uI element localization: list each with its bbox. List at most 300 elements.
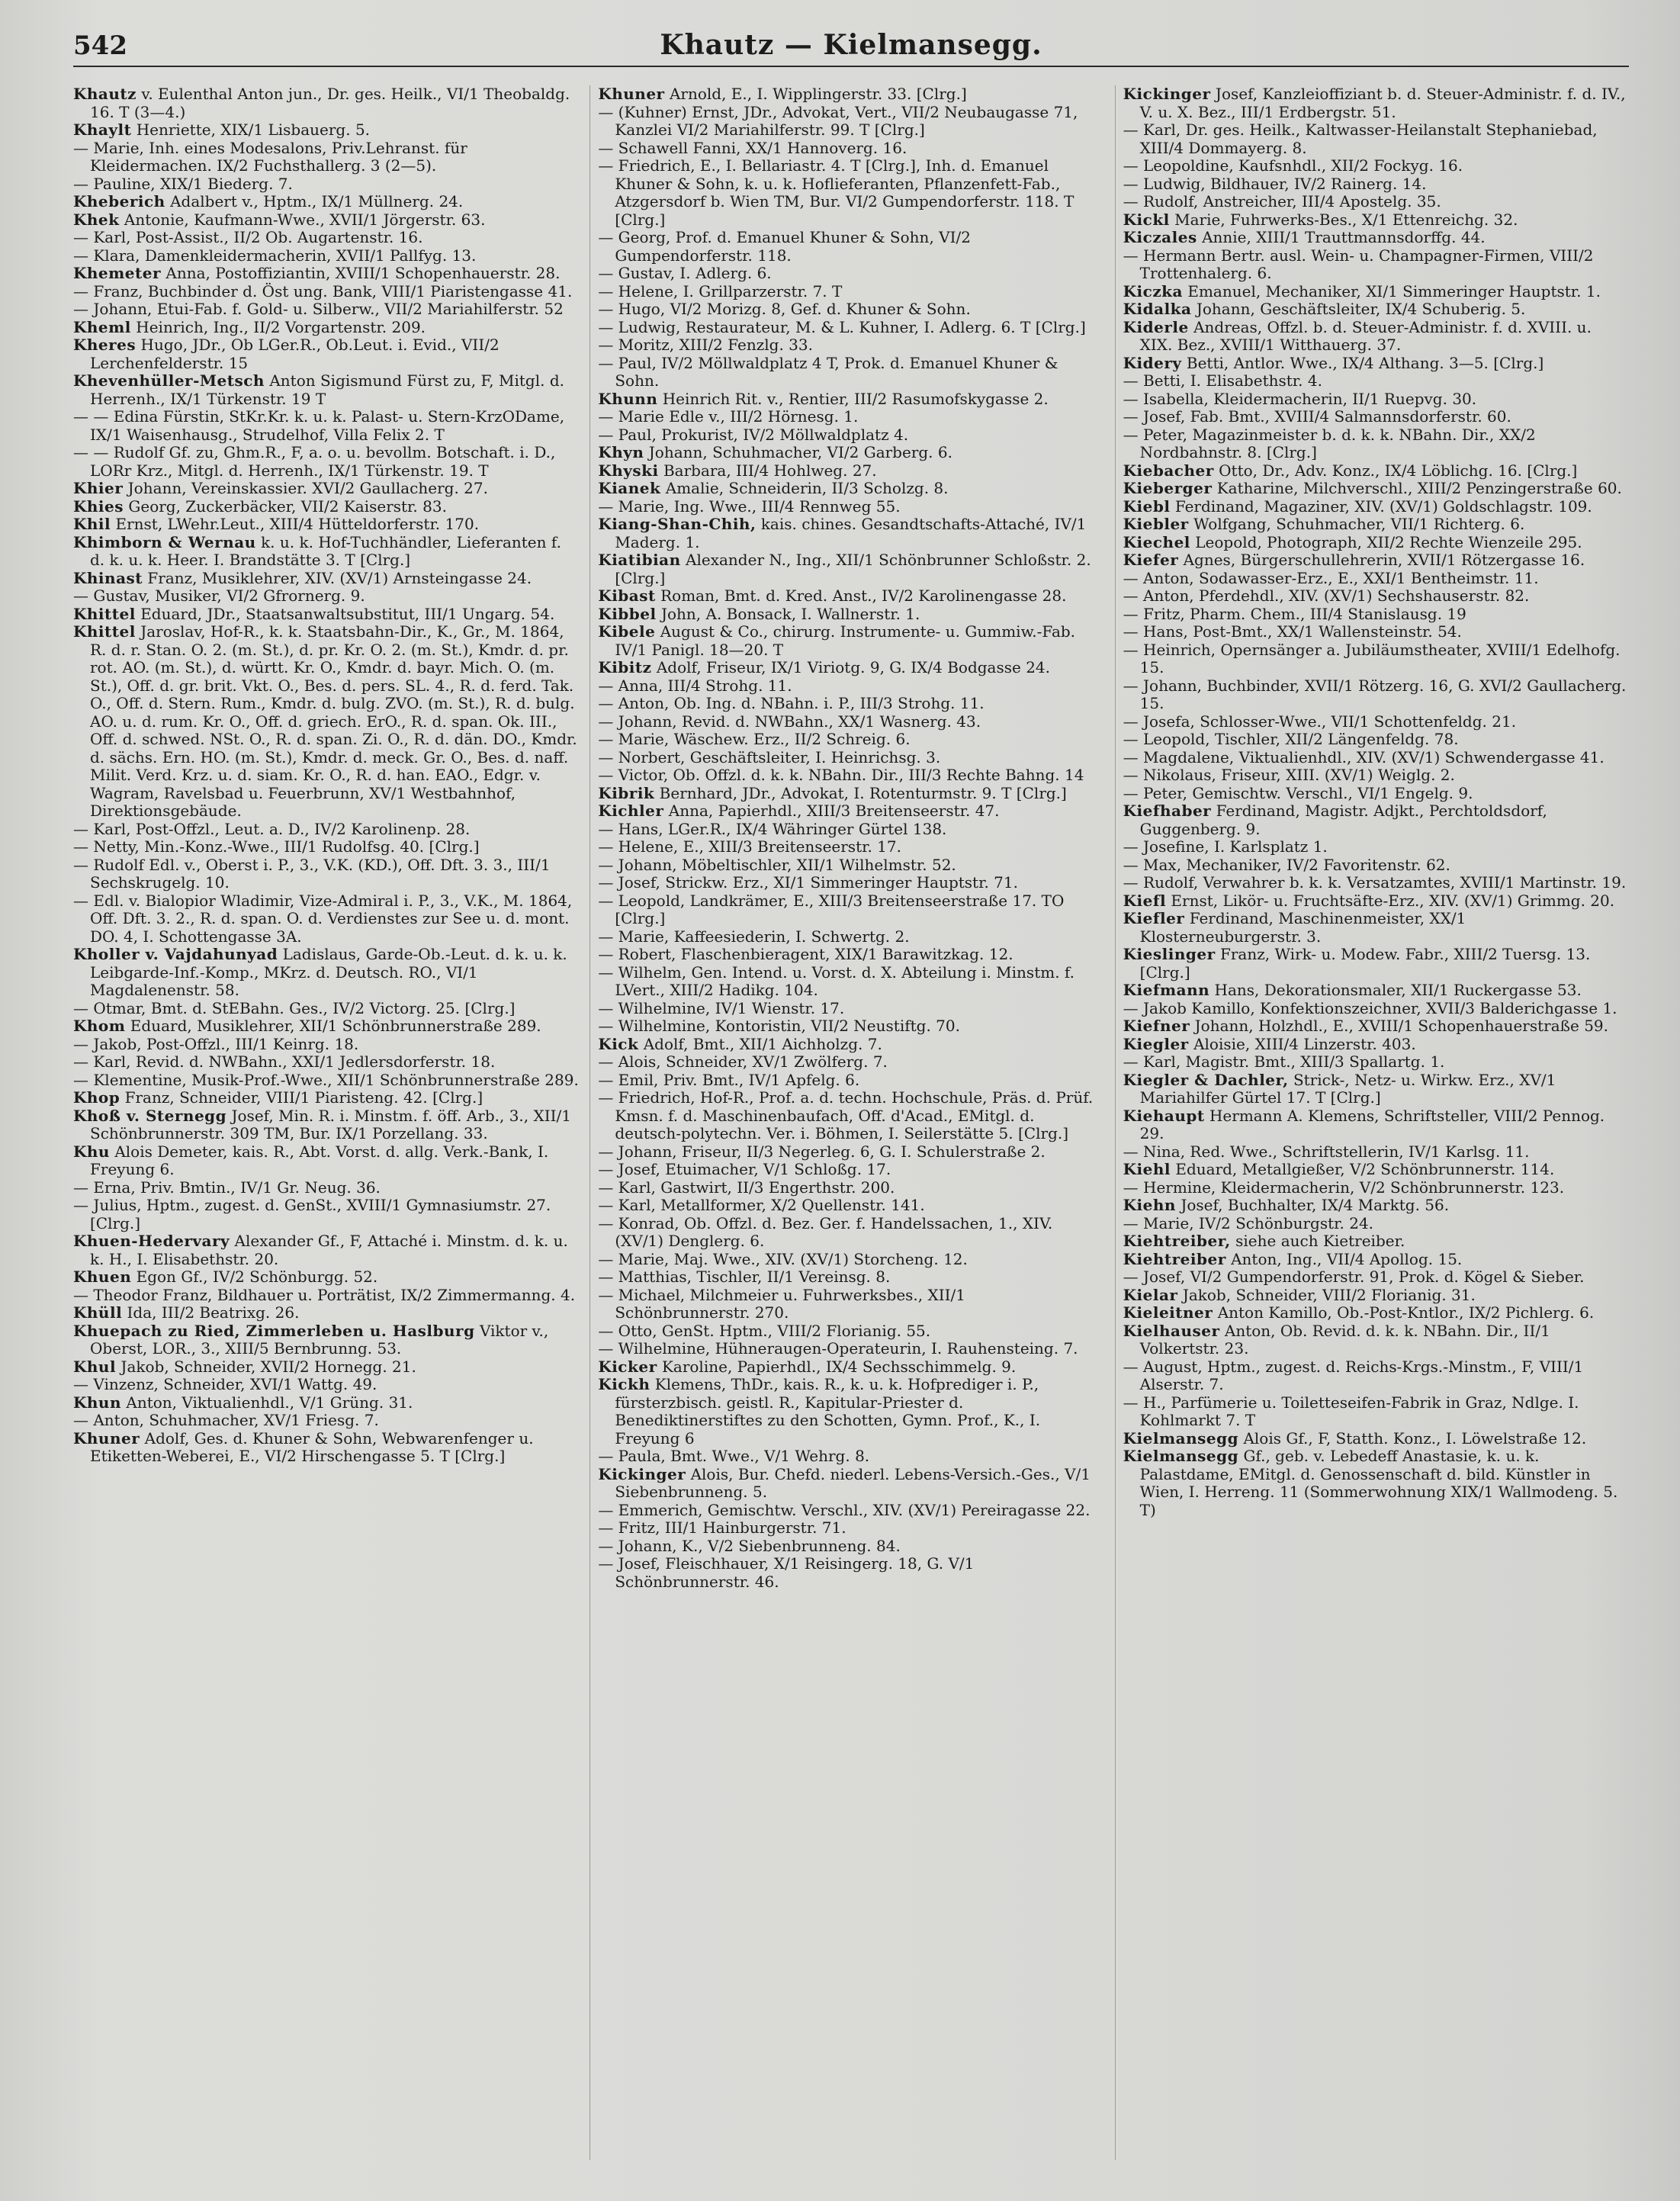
entry-details: Johann, Schuhmacher, VI/2 Garberg. 6.: [648, 443, 952, 461]
directory-entry: [1123, 319, 1629, 355]
entry-details: Karoline, Papierhdl., IX/4 Sechsschimmelg. 9.: [661, 1357, 1017, 1376]
entry-details: — Nina, Red. Wwe., Schriftstellerin, IV/1 Karlsg. 11.: [1123, 1142, 1530, 1161]
entry-surname: Kielhauser: [1123, 1321, 1220, 1340]
entry-details: — Julius, Hptm., zugest. d. GenSt., XVIII/1 Gymnasiumstr. 27. [Clrg.]: [73, 1196, 551, 1232]
entry-details: Jakob, Schneider, VIII/2 Florianig. 31.: [1182, 1285, 1476, 1304]
entry-details: — Matthias, Tischler, II/1 Vereinsg. 8.: [598, 1268, 891, 1286]
directory-entry: [1123, 731, 1629, 749]
directory-entry: [598, 623, 1103, 659]
entry-details: — Marie, Wäschew. Erz., II/2 Schreig. 6.: [598, 730, 911, 748]
page-header: [73, 29, 1629, 67]
directory-entry: [598, 283, 1103, 301]
directory-entry: [598, 444, 1103, 462]
entry-surname: Kiehtreiber: [1123, 1249, 1226, 1268]
directory-entry: [73, 336, 579, 372]
entry-details: — Karl, Dr. ges. Heilk., Kaltwasser-Heilanstalt Stephaniebad, XIII/4 Dommayerg. 8.: [1123, 120, 1598, 157]
entry-details: — Anton, Schuhmacher, XV/1 Friesg. 7.: [73, 1411, 379, 1429]
directory-entry: [598, 1036, 1103, 1054]
entry-details: — Edl. v. Bialopior Wladimir, Vize-Admiral i. P., 3., V.K., M. 1864, Off. Dft. 3. 2., R. d. span. O. d. Verdienstes zur See u. d. mont. DO. 4, I. Schottengasse 3A.: [73, 891, 573, 946]
entry-surname: Khittel: [73, 622, 136, 641]
entry-surname: Kheres: [73, 336, 137, 354]
directory-entry: [1123, 1394, 1629, 1430]
entry-details: Jaroslav, Hof-R., k. k. Staatsbahn-Dir., K., Gr., M. 1864, R. d. r. Stan. O. 2. (m. St.), d. pr. Kr. O. 2. (m. St.), Kmdr. d. pr. rot. AO. (m. St.), d. württ. Kr. O., Kmdr. d. bayr. Mich. O. (m. St.), Off. d. gr. brit. Vkt. O., Bes. d. pers. SL. 4., R. d. ferd. Tak. O., Off. d. Stern. Rum., Kmdr. d. bulg. ZVO. (m. St.), R. d. bulg. AO. u. d. rum. Kr. O., Off. d. griech. ErO., R. d. span. Ok. III., Off. d. schwed. NSt. O., R. d. span. Zi. O., R. d. dän. DO., Kmdr. d. sächs. Ern. HO. (m. St.), Kmdr. d. meck. Gr. O., Bes. d. naff. Milit. Verd. Krz. u. d. siam. Kr. O., R. d. han. EAO., Edgr. v. Wagram, Ravelsbad u. Feuerbrunn, XV/1 Westbahnhof, Direktionsgebäude.: [90, 622, 577, 820]
directory-entry: [1123, 372, 1629, 390]
entry-surname: Kickinger: [1123, 85, 1211, 103]
directory-entry: [73, 1322, 579, 1358]
directory-entry: [598, 1143, 1103, 1162]
directory-entry: [1123, 892, 1629, 911]
entry-surname: Kiebl: [1123, 496, 1171, 516]
entry-details: — Ludwig, Restaurateur, M. & L. Kuhner, I. Adlerg. 6. T [Clrg.]: [598, 317, 1086, 336]
entry-details: — Anna, III/4 Strohg. 11.: [598, 676, 792, 695]
column-left: [73, 85, 579, 2160]
entry-details: Hermann A. Klemens, Schriftsteller, VIII/2 Pennog. 29.: [1139, 1106, 1605, 1142]
entry-details: — Paula, Bmt. Wwe., V/1 Wehrg. 8.: [598, 1447, 870, 1465]
entry-surname: Khier: [73, 479, 124, 497]
entry-surname: Kiefler: [1123, 909, 1185, 927]
entry-surname: Kiang-Shan-Chih,: [598, 515, 756, 533]
directory-entry: [1123, 641, 1629, 677]
entry-surname: Kiatibian: [598, 551, 681, 569]
directory-entry: [73, 892, 579, 946]
entry-surname: Kiebacher: [1123, 461, 1214, 480]
directory-entry: [1123, 426, 1629, 462]
entry-details: Franz, Schneider, VIII/1 Piaristeng. 42. [Clrg.]: [124, 1088, 483, 1107]
entry-details: Klemens, ThDr., kais. R., k. u. k. Hofprediger i. P., fürsterzbisch. geistl. R., Kapitular-Priester d. Benediktinerstiftes zu den Schotten, Gymn. Prof., K., I. Freyung 6: [615, 1375, 1041, 1448]
entry-details: — Victor, Ob. Offzl. d. k. k. NBahn. Dir., III/3 Rechte Bahng. 14: [598, 766, 1084, 784]
entry-details: — Michael, Milchmeier u. Fuhrwerksbes., XII/1 Schönbrunnerstr. 270.: [598, 1285, 965, 1322]
entry-details: — Nikolaus, Friseur, XIII. (XV/1) Weiglg. 2.: [1123, 766, 1455, 784]
entry-details: Heinrich Rit. v., Rentier, III/2 Rasumofskygasse 2.: [662, 389, 1049, 408]
directory-entry: [73, 498, 579, 516]
directory-entry: [73, 140, 579, 175]
entry-details: — Heinrich, Opernsänger a. Jubiläumstheater, XVIII/1 Edelhofg. 15.: [1123, 640, 1621, 676]
directory-entry: [1123, 1072, 1629, 1107]
entry-surname: Kiefmann: [1123, 981, 1210, 999]
entry-details: — Schawell Fanni, XX/1 Hannoverg. 16.: [598, 138, 907, 157]
entry-surname: Kholler v. Vajdahunyad: [73, 945, 278, 963]
entry-details: Hugo, JDr., Ob LGer.R., Ob.Leut. i. Evid., VII/2 Lerchenfelderstr. 15: [90, 336, 500, 372]
directory-entry: [73, 606, 579, 624]
entry-details: — Isabella, Kleidermacherin, II/1 Ruepvg. 30.: [1123, 389, 1477, 408]
entry-details: — Otmar, Bmt. d. StEBahn. Ges., IV/2 Victorg. 25. [Clrg.]: [73, 998, 516, 1017]
directory-entry: [73, 265, 579, 283]
entry-details: — Helene, E., XIII/3 Breitenseerstr. 17.: [598, 837, 901, 856]
entry-surname: Khittel: [73, 604, 136, 623]
directory-entry: [598, 821, 1103, 839]
entry-surname: Kiefer: [1123, 551, 1179, 569]
entry-details: — Betti, I. Elisabethstr. 4.: [1123, 371, 1322, 390]
directory-entry: [73, 283, 579, 301]
entry-details: — Leopold, Tischler, XII/2 Längenfeldg. 78.: [1123, 730, 1459, 748]
directory-entry: [598, 766, 1103, 785]
entry-details: — Karl, Revid. d. NWBahn., XXI/1 Jedlersdorferstr. 18.: [73, 1052, 496, 1071]
entry-details: — — Edina Fürstin, StKr.Kr. k. u. k. Palast- u. Stern-KrzODame, IX/1 Waisenhausg., Strudelhof, Villa Felix 2. T: [73, 407, 565, 444]
entry-details: Gf., geb. v. Lebedeff Anastasie, k. u. k. Palastdame, EMitgl. d. Genossenschaft d. bild. Künstler in Wien, I. Herreng. 11 (Sommerwohnung XIX/1 Wallmodeng. 5. T): [1139, 1447, 1618, 1519]
entry-details: — Klementine, Musik-Prof.-Wwe., XII/1 Schönbrunnerstraße 289.: [73, 1070, 579, 1089]
entry-details: Emanuel, Mechaniker, XI/1 Simmeringer Hauptstr. 1.: [1187, 281, 1601, 300]
directory-entry: [73, 480, 579, 498]
directory-entry: [1123, 587, 1629, 606]
directory-entry: [73, 121, 579, 140]
entry-details: Hans, Dekorationsmaler, XII/1 Ruckergasse 53.: [1214, 981, 1582, 999]
directory-entry: [73, 408, 579, 444]
entry-details: — Johann, K., V/2 Siebenbrunneng. 84.: [598, 1536, 901, 1555]
entry-surname: Kheml: [73, 317, 131, 336]
directory-entry: [1123, 570, 1629, 588]
directory-entry: [1123, 551, 1629, 570]
directory-entry: [598, 856, 1103, 875]
directory-entry: [598, 426, 1103, 445]
entry-details: Adolf, Ges. d. Khuner & Sohn, Webwarenfenger u. Etiketten-Weberei, E., VI/2 Hirschengasse 5. T [Clrg.]: [90, 1428, 534, 1465]
entry-surname: Kiebler: [1123, 515, 1189, 533]
entry-surname: Khop: [73, 1088, 120, 1107]
entry-details: — Konrad, Ob. Offzl. d. Bez. Ger. f. Handelssachen, 1., XIV. (XV/1) Denglerg. 6.: [598, 1213, 1053, 1250]
entry-details: — Leopoldine, Kaufsnhdl., XII/2 Fockyg. 16.: [1123, 156, 1463, 175]
directory-entry: [598, 1287, 1103, 1322]
directory-entry: [598, 1017, 1103, 1036]
entry-details: — Johann, Etui-Fab. f. Gold- u. Silberw., VII/2 Mariahilferstr. 52: [73, 300, 564, 318]
entry-details: — Max, Mechaniker, IV/2 Favoritenstr. 62.: [1123, 855, 1450, 874]
directory-entry: [1123, 1053, 1629, 1072]
entry-details: Egon Gf., IV/2 Schönburgg. 52.: [136, 1268, 378, 1286]
directory-entry: [73, 1197, 579, 1232]
entry-surname: Kiderle: [1123, 317, 1189, 336]
entry-details: — Robert, Flaschenbieragent, XIX/1 Barawitzkag. 12.: [598, 945, 1013, 963]
entry-surname: Khunn: [598, 389, 658, 408]
entry-details: Ida, III/2 Beatrixg. 26.: [127, 1303, 300, 1322]
entry-surname: Kieleitner: [1123, 1303, 1213, 1322]
entry-details: — Emil, Priv. Bmt., IV/1 Apfelg. 6.: [598, 1070, 860, 1089]
entry-details: Johann, Holzhdl., E., XVIII/1 Schopenhauerstraße 59.: [1194, 1017, 1608, 1035]
entry-surname: Kick: [598, 1034, 639, 1053]
directory-entry: [598, 606, 1103, 624]
entry-details: — Friedrich, E., I. Bellariastr. 4. T [Clrg.], Inh. d. Emanuel Khuner & Sohn, k. u. k. Hoflieferanten, Pflanzenfett-Fab., Atzgersdorf b. Wien TM, Bur. VI/2 Gumpendorferstr. 118. T [Clrg.]: [598, 156, 1074, 229]
entry-details: — Wilhelmine, IV/1 Wienstr. 17.: [598, 998, 845, 1017]
entry-details: v. Eulenthal Anton jun., Dr. ges. Heilk., VI/1 Theobaldg. 16. T (3—4.): [90, 85, 570, 121]
entry-surname: Khek: [73, 210, 120, 229]
entry-surname: Kiehn: [1123, 1196, 1176, 1214]
directory-entry: [598, 1000, 1103, 1018]
directory-entry: [1123, 1000, 1629, 1018]
entry-details: — Josef, Strickw. Erz., XI/1 Simmeringer Hauptstr. 71.: [598, 873, 1018, 892]
directory-entry: [1123, 390, 1629, 409]
entry-details: Marie, Fuhrwerks-Bes., X/1 Ettenreichg. 32.: [1174, 210, 1518, 229]
directory-entry: [1123, 229, 1629, 247]
entry-surname: Khinast: [73, 568, 143, 587]
entry-details: — Franz, Buchbinder d. Öst ung. Bank, VIII/1 Piaristengasse 41.: [73, 281, 573, 300]
entry-details: Roman, Bmt. d. Kred. Anst., IV/2 Karolinengasse 28.: [660, 586, 1067, 605]
entry-surname: Khemeter: [73, 264, 162, 282]
directory-entry: [73, 211, 579, 230]
directory-entry: [598, 1089, 1103, 1143]
directory-entry: [1123, 283, 1629, 301]
directory-entry: [598, 1053, 1103, 1072]
entry-details: Ernst, Likör- u. Fruchtsäfte-Erz., XIV. (XV/1) Grimmg. 20.: [1171, 891, 1615, 910]
entry-surname: Kidalka: [1123, 300, 1192, 318]
entry-details: — Karl, Post-Assist., II/2 Ob. Augartenstr. 16.: [73, 228, 423, 246]
entry-details: — Emmerich, Gemischtw. Verschl., XIV. (XV/1) Pereiragasse 22.: [598, 1500, 1091, 1519]
entry-surname: Kielar: [1123, 1285, 1178, 1304]
directory-entry: [73, 946, 579, 1000]
entry-surname: Khyn: [598, 443, 644, 461]
entry-surname: Kibast: [598, 586, 656, 605]
entry-details: — Johann, Friseur, II/3 Negerleg. 6, G. I. Schulerstraße 2.: [598, 1142, 1046, 1161]
directory-entry: [1123, 766, 1629, 785]
entry-details: Viktor v., Oberst, LOR., 3., XIII/5 Bernbrunng. 53.: [90, 1321, 549, 1358]
directory-entry: [598, 516, 1103, 551]
column-right: [1115, 85, 1629, 2160]
directory-entry: [73, 1304, 579, 1322]
entry-surname: Khautz: [73, 85, 137, 103]
entry-details: Ferdinand, Magaziner, XIV. (XV/1) Goldschlagstr. 109.: [1174, 496, 1592, 516]
directory-entry: [598, 1358, 1103, 1377]
directory-entry: [1123, 606, 1629, 624]
entry-surname: Khuner: [598, 85, 665, 103]
entry-details: — H., Parfümerie u. Toiletteseifen-Fabrik in Graz, Ndlge. I. Kohlmarkt 7. T: [1123, 1393, 1579, 1429]
entry-details: — Norbert, Geschäftsleiter, I. Heinrichsg. 3.: [598, 747, 941, 766]
directory-entry: [598, 785, 1103, 803]
directory-entry: [73, 1376, 579, 1394]
directory-entry: [598, 1179, 1103, 1197]
entry-details: — Alois, Schneider, XV/1 Zwölferg. 7.: [598, 1052, 888, 1071]
entry-details: — Rudolf Edl. v., Oberst i. P., 3., V.K. (KD.), Off. Dft. 3. 3., III/1 Sechskrugelg. 10.: [73, 855, 551, 892]
directory-entry: [598, 408, 1103, 426]
entry-details: — Josef, Etuimacher, V/1 Schloßg. 17.: [598, 1160, 891, 1178]
entry-details: — Marie, Kaffeesiederin, I. Schwertg. 2.: [598, 927, 910, 946]
entry-details: — Peter, Magazinmeister b. d. k. k. NBahn. Dir., XX/2 Nordbahnstr. 8. [Clrg.]: [1123, 425, 1536, 461]
entry-surname: Kiegler & Dachler,: [1123, 1070, 1289, 1089]
directory-entry: [598, 1161, 1103, 1179]
entry-details: — Otto, GenSt. Hptm., VIII/2 Florianig. 55.: [598, 1321, 931, 1340]
directory-entry: [1123, 1304, 1629, 1322]
entry-details: Leopold, Photograph, XII/2 Rechte Wienzeile 295.: [1195, 532, 1582, 551]
entry-details: Anton Sigismund Fürst zu, F, Mitgl. d. Herrenh., IX/1 Türkenstr. 19 T: [90, 371, 564, 408]
entry-surname: Kickinger: [598, 1464, 686, 1483]
directory-entry: [73, 300, 579, 319]
directory-entry: [598, 1340, 1103, 1358]
entry-details: — Karl, Metallformer, X/2 Quellenstr. 141.: [598, 1196, 925, 1214]
entry-details: k. u. k. Hof-Tuchhändler, Lieferanten f. d. k. u. k. Heer. I. Brandstätte 3. T [Clrg.]: [90, 532, 561, 569]
directory-entry: [598, 140, 1103, 158]
entry-details: — Hans, Post-Bmt., XX/1 Wallensteinstr. 54.: [1123, 622, 1462, 641]
directory-entry: [1123, 623, 1629, 641]
directory-entry: [598, 677, 1103, 696]
entry-details: Franz, Wirk- u. Modew. Fabr., XIII/2 Tuersg. 13. [Clrg.]: [1139, 945, 1591, 982]
entry-surname: Kielmansegg: [1123, 1447, 1239, 1465]
entry-details: Josef, Kanzleioffiziant b. d. Steuer-Administr. f. d. IV., V. u. X. Bez., III/1 Erdbergstr. 51.: [1139, 85, 1626, 121]
entry-details: kais. chines. Gesandtschafts-Attaché, IV/1 Maderg. 1.: [615, 515, 1087, 551]
directory-entry: [1123, 874, 1629, 892]
entry-surname: Khuepach zu Ried, Zimmerleben u. Haslburg: [73, 1321, 475, 1340]
entry-details: Antonie, Kaufmann-Wwe., XVII/1 Jörgerstr. 63.: [124, 210, 486, 229]
directory-entry: [598, 892, 1103, 928]
entry-details: Katharine, Milchverschl., XIII/2 Penzingerstraße 60.: [1216, 479, 1622, 497]
entry-surname: Kibele: [598, 622, 656, 641]
entry-surname: Khoß v. Sternegg: [73, 1106, 227, 1125]
directory-entry: [73, 516, 579, 534]
entry-surname: Khüll: [73, 1303, 123, 1322]
directory-entry: [1123, 516, 1629, 534]
entry-details: — Friedrich, Hof-R., Prof. a. d. techn. Hochschule, Präs. d. Prüf. Kmsn. f. d. Maschinenbaufach, Off. d'Acad., EMitgl. d. deutsch-polytechn. Ver. i. Böhmen, I. Seilerstätte 5. [Clrg.]: [598, 1088, 1094, 1142]
directory-entry: [1123, 785, 1629, 803]
entry-details: — Josef, VI/2 Gumpendorferstr. 91, Prok. d. Kögel & Sieber.: [1123, 1268, 1585, 1286]
entry-details: — Jakob, Post-Offzl., III/1 Keinrg. 18.: [73, 1034, 359, 1053]
entry-details: — Theodor Franz, Bildhauer u. Porträtist, IX/2 Zimmermanng. 4.: [73, 1285, 576, 1304]
directory-entry: [598, 498, 1103, 516]
entry-details: — Johann, Buchbinder, XVII/1 Rötzerg. 16, G. XVI/2 Gaullacherg. 15.: [1123, 676, 1627, 712]
directory-entry: [1123, 355, 1629, 373]
entry-details: Anna, Papierhdl., XIII/3 Breitenseerstr. 47.: [668, 802, 1000, 820]
directory-entry: [1123, 534, 1629, 552]
directory-entry: [598, 1537, 1103, 1556]
entry-details: Eduard, Musiklehrer, XII/1 Schönbrunnerstraße 289.: [130, 1017, 541, 1035]
entry-details: Ferdinand, Maschinenmeister, XX/1 Klosterneuburgerstr. 3.: [1139, 909, 1466, 946]
entry-details: Anton Kamillo, Ob.-Post-Kntlor., IX/2 Pichlerg. 6.: [1217, 1303, 1595, 1322]
entry-surname: Khul: [73, 1357, 117, 1376]
entry-details: Eduard, JDr., Staatsanwaltsubstitut, III/1 Ungarg. 54.: [140, 604, 555, 623]
directory-entry: [1123, 408, 1629, 426]
entry-details: — Anton, Ob. Ing. d. NBahn. i. P., III/3 Strohg. 11.: [598, 694, 985, 712]
entry-surname: Kieslinger: [1123, 945, 1216, 963]
directory-entry: [1123, 193, 1629, 211]
directory-entry: [1123, 1358, 1629, 1394]
directory-entry: [1123, 802, 1629, 838]
entry-surname: Kiefl: [1123, 891, 1167, 910]
entry-details: — Karl, Post-Offzl., Leut. a. D., IV/2 Karolinenp. 28.: [73, 819, 471, 838]
directory-entry: [598, 587, 1103, 606]
directory-entry: [598, 1072, 1103, 1090]
entry-details: — Georg, Prof. d. Emanuel Khuner & Sohn, VI/2 Gumpendorferstr. 118.: [598, 228, 971, 265]
entry-details: — Peter, Gemischtw. Verschl., VI/1 Engelg. 9.: [1123, 783, 1473, 802]
entry-details: Anna, Postoffiziantin, XVIII/1 Schopenhauerstr. 28.: [165, 264, 561, 282]
directory-entry: [1123, 713, 1629, 731]
entry-details: Ladislaus, Garde-Ob.-Leut. d. k. u. k. Leibgarde-Inf.-Komp., MKrz. d. Deutsch. RO., VI/1 Magdalenenstr. 58.: [90, 945, 567, 999]
directory-entry: [598, 462, 1103, 480]
directory-entry: [73, 1268, 579, 1287]
directory-entry: [1123, 300, 1629, 319]
entry-surname: Khu: [73, 1142, 110, 1161]
directory-entry: [1123, 1251, 1629, 1269]
directory-entry: [1123, 1448, 1629, 1519]
entry-details: — Klara, Damenkleidermacherin, XVII/1 Pallfyg. 13.: [73, 246, 477, 265]
directory-entry: [598, 1251, 1103, 1269]
entry-details: — Hugo, VI/2 Morizg. 8, Gef. d. Khuner & Sohn.: [598, 300, 971, 318]
directory-entry: [73, 534, 579, 570]
directory-entry: [598, 713, 1103, 731]
directory-entry: [73, 1072, 579, 1090]
entry-details: — Johann, Möbeltischler, XII/1 Wilhelmstr. 52.: [598, 855, 956, 874]
entry-details: Aloisie, XIII/4 Linzerstr. 403.: [1193, 1034, 1416, 1053]
entry-details: siehe auch Kietreiber.: [1235, 1232, 1405, 1250]
entry-details: Anton, Ing., VII/4 Apollog. 15.: [1231, 1249, 1463, 1268]
entry-details: — Rudolf, Verwahrer b. k. k. Versatzamtes, XVIII/1 Martinstr. 19.: [1123, 873, 1627, 892]
entry-details: Arnold, E., I. Wipplingerstr. 33. [Clrg.]: [669, 85, 967, 103]
entry-details: Anton, Ob. Revid. d. k. k. NBahn. Dir., II/1 Volkertstr. 23.: [1139, 1321, 1550, 1358]
entry-details: — Gustav, Musiker, VI/2 Gfrornerg. 9.: [73, 586, 365, 605]
directory-entry: [73, 856, 579, 892]
entry-details: — (Kuhner) Ernst, JDr., Advokat, Vert., VII/2 Neubaugasse 71, Kanzlei VI/2 Mariahilferstr. 99. T [Clrg.]: [598, 102, 1078, 139]
entry-details: Alois Demeter, kais. R., Abt. Vorst. d. allg. Verk.-Bank, I. Freyung 6.: [90, 1142, 549, 1178]
directory-entry: [598, 319, 1103, 337]
entry-details: — Marie, Inh. eines Modesalons, Priv.Lehranst. für Kleidermachen. IX/2 Fuchsthallerg. 3 (2—5).: [73, 138, 467, 175]
entry-details: Adolf, Bmt., XII/1 Aichholzg. 7.: [643, 1034, 882, 1053]
directory-entry: [598, 551, 1103, 587]
entry-details: — Marie, IV/2 Schönburgstr. 24.: [1123, 1213, 1374, 1232]
entry-details: — Wilhelmine, Kontoristin, VII/2 Neustiftg. 70.: [598, 1017, 960, 1035]
directory-entry: [598, 265, 1103, 283]
entry-surname: Kickh: [598, 1375, 650, 1393]
entry-details: — Vinzenz, Schneider, XVI/1 Wattg. 49.: [73, 1375, 377, 1393]
entry-details: Alois, Bur. Chefd. niederl. Lebens-Versich.-Ges., V/1 Siebenbrunneng. 5.: [615, 1464, 1091, 1501]
directory-entry: [73, 1053, 579, 1072]
directory-entry: [598, 1519, 1103, 1537]
directory-entry: [598, 802, 1103, 821]
directory-entry: [1123, 1036, 1629, 1054]
entry-details: Wolfgang, Schuhmacher, VII/1 Richterg. 6.: [1193, 515, 1525, 533]
entry-surname: Kiczales: [1123, 228, 1197, 246]
entry-details: Anton, Viktualienhdl., V/1 Grüng. 31.: [126, 1393, 413, 1412]
directory-entry: [598, 1268, 1103, 1287]
entry-details: — Karl, Gastwirt, II/3 Engerthstr. 200.: [598, 1178, 895, 1197]
directory-entry: [598, 731, 1103, 749]
directory-entry: [1123, 1197, 1629, 1215]
directory-entry: [1123, 677, 1629, 713]
entry-details: — Hermine, Kleidermacherin, V/2 Schönbrunnerstr. 123.: [1123, 1178, 1565, 1197]
entry-surname: Kibbel: [598, 604, 657, 623]
directory-entry: [1123, 121, 1629, 157]
entry-surname: Khyski: [598, 461, 659, 480]
directory-entry: [598, 659, 1103, 677]
directory-entry: [598, 1215, 1103, 1251]
entry-surname: Kiegler: [1123, 1034, 1189, 1053]
entry-details: — Josefa, Schlosser-Wwe., VII/1 Schottenfeldg. 21.: [1123, 712, 1517, 731]
entry-details: John, A. Bonsack, I. Wallnerstr. 1.: [660, 604, 920, 623]
entry-surname: Kibrik: [598, 783, 655, 802]
directory-entry: [1123, 1322, 1629, 1358]
entry-surname: Khil: [73, 515, 111, 533]
directory-entry: [598, 229, 1103, 265]
entry-details: — Hans, LGer.R., IX/4 Währinger Gürtel 138.: [598, 819, 947, 838]
directory-entry: [1123, 247, 1629, 283]
directory-entry: [1123, 1179, 1629, 1197]
entry-surname: Khuen-Hedervary: [73, 1232, 230, 1250]
entry-details: — Hermann Bertr. ausl. Wein- u. Champagner-Firmen, VIII/2 Trottenhalerg. 6.: [1123, 246, 1594, 282]
entry-surname: Kianek: [598, 479, 661, 497]
entry-surname: Kielmansegg: [1123, 1428, 1239, 1448]
directory-entry: [73, 1179, 579, 1197]
entry-details: — Erna, Priv. Bmtin., IV/1 Gr. Neug. 36.: [73, 1178, 381, 1197]
directory-entry: [1123, 462, 1629, 480]
directory-entry: [598, 1376, 1103, 1448]
directory-entry: [598, 695, 1103, 713]
directory-columns: [73, 85, 1629, 2160]
entry-details: Georg, Zuckerbäcker, VII/2 Kaiserstr. 83.: [128, 496, 447, 516]
entry-surname: Khuen: [73, 1268, 132, 1286]
directory-entry: [598, 1555, 1103, 1591]
entry-details: — Marie Edle v., III/2 Hörnesg. 1.: [598, 407, 859, 426]
directory-entry: [598, 1466, 1103, 1502]
entry-details: — Karl, Magistr. Bmt., XIII/3 Spallartg. 1.: [1123, 1052, 1445, 1071]
directory-entry: [73, 821, 579, 839]
entry-surname: Kiechel: [1123, 532, 1190, 551]
entry-details: Ernst, LWehr.Leut., XIII/4 Hütteldorferstr. 170.: [115, 515, 480, 533]
entry-details: Jakob, Schneider, XVII/2 Hornegg. 21.: [120, 1357, 416, 1376]
directory-entry: [598, 1448, 1103, 1466]
directory-entry: [73, 175, 579, 194]
directory-entry: [1123, 856, 1629, 875]
entry-details: — Fritz, Pharm. Chem., III/4 Stanislausg. 19: [1123, 604, 1466, 623]
